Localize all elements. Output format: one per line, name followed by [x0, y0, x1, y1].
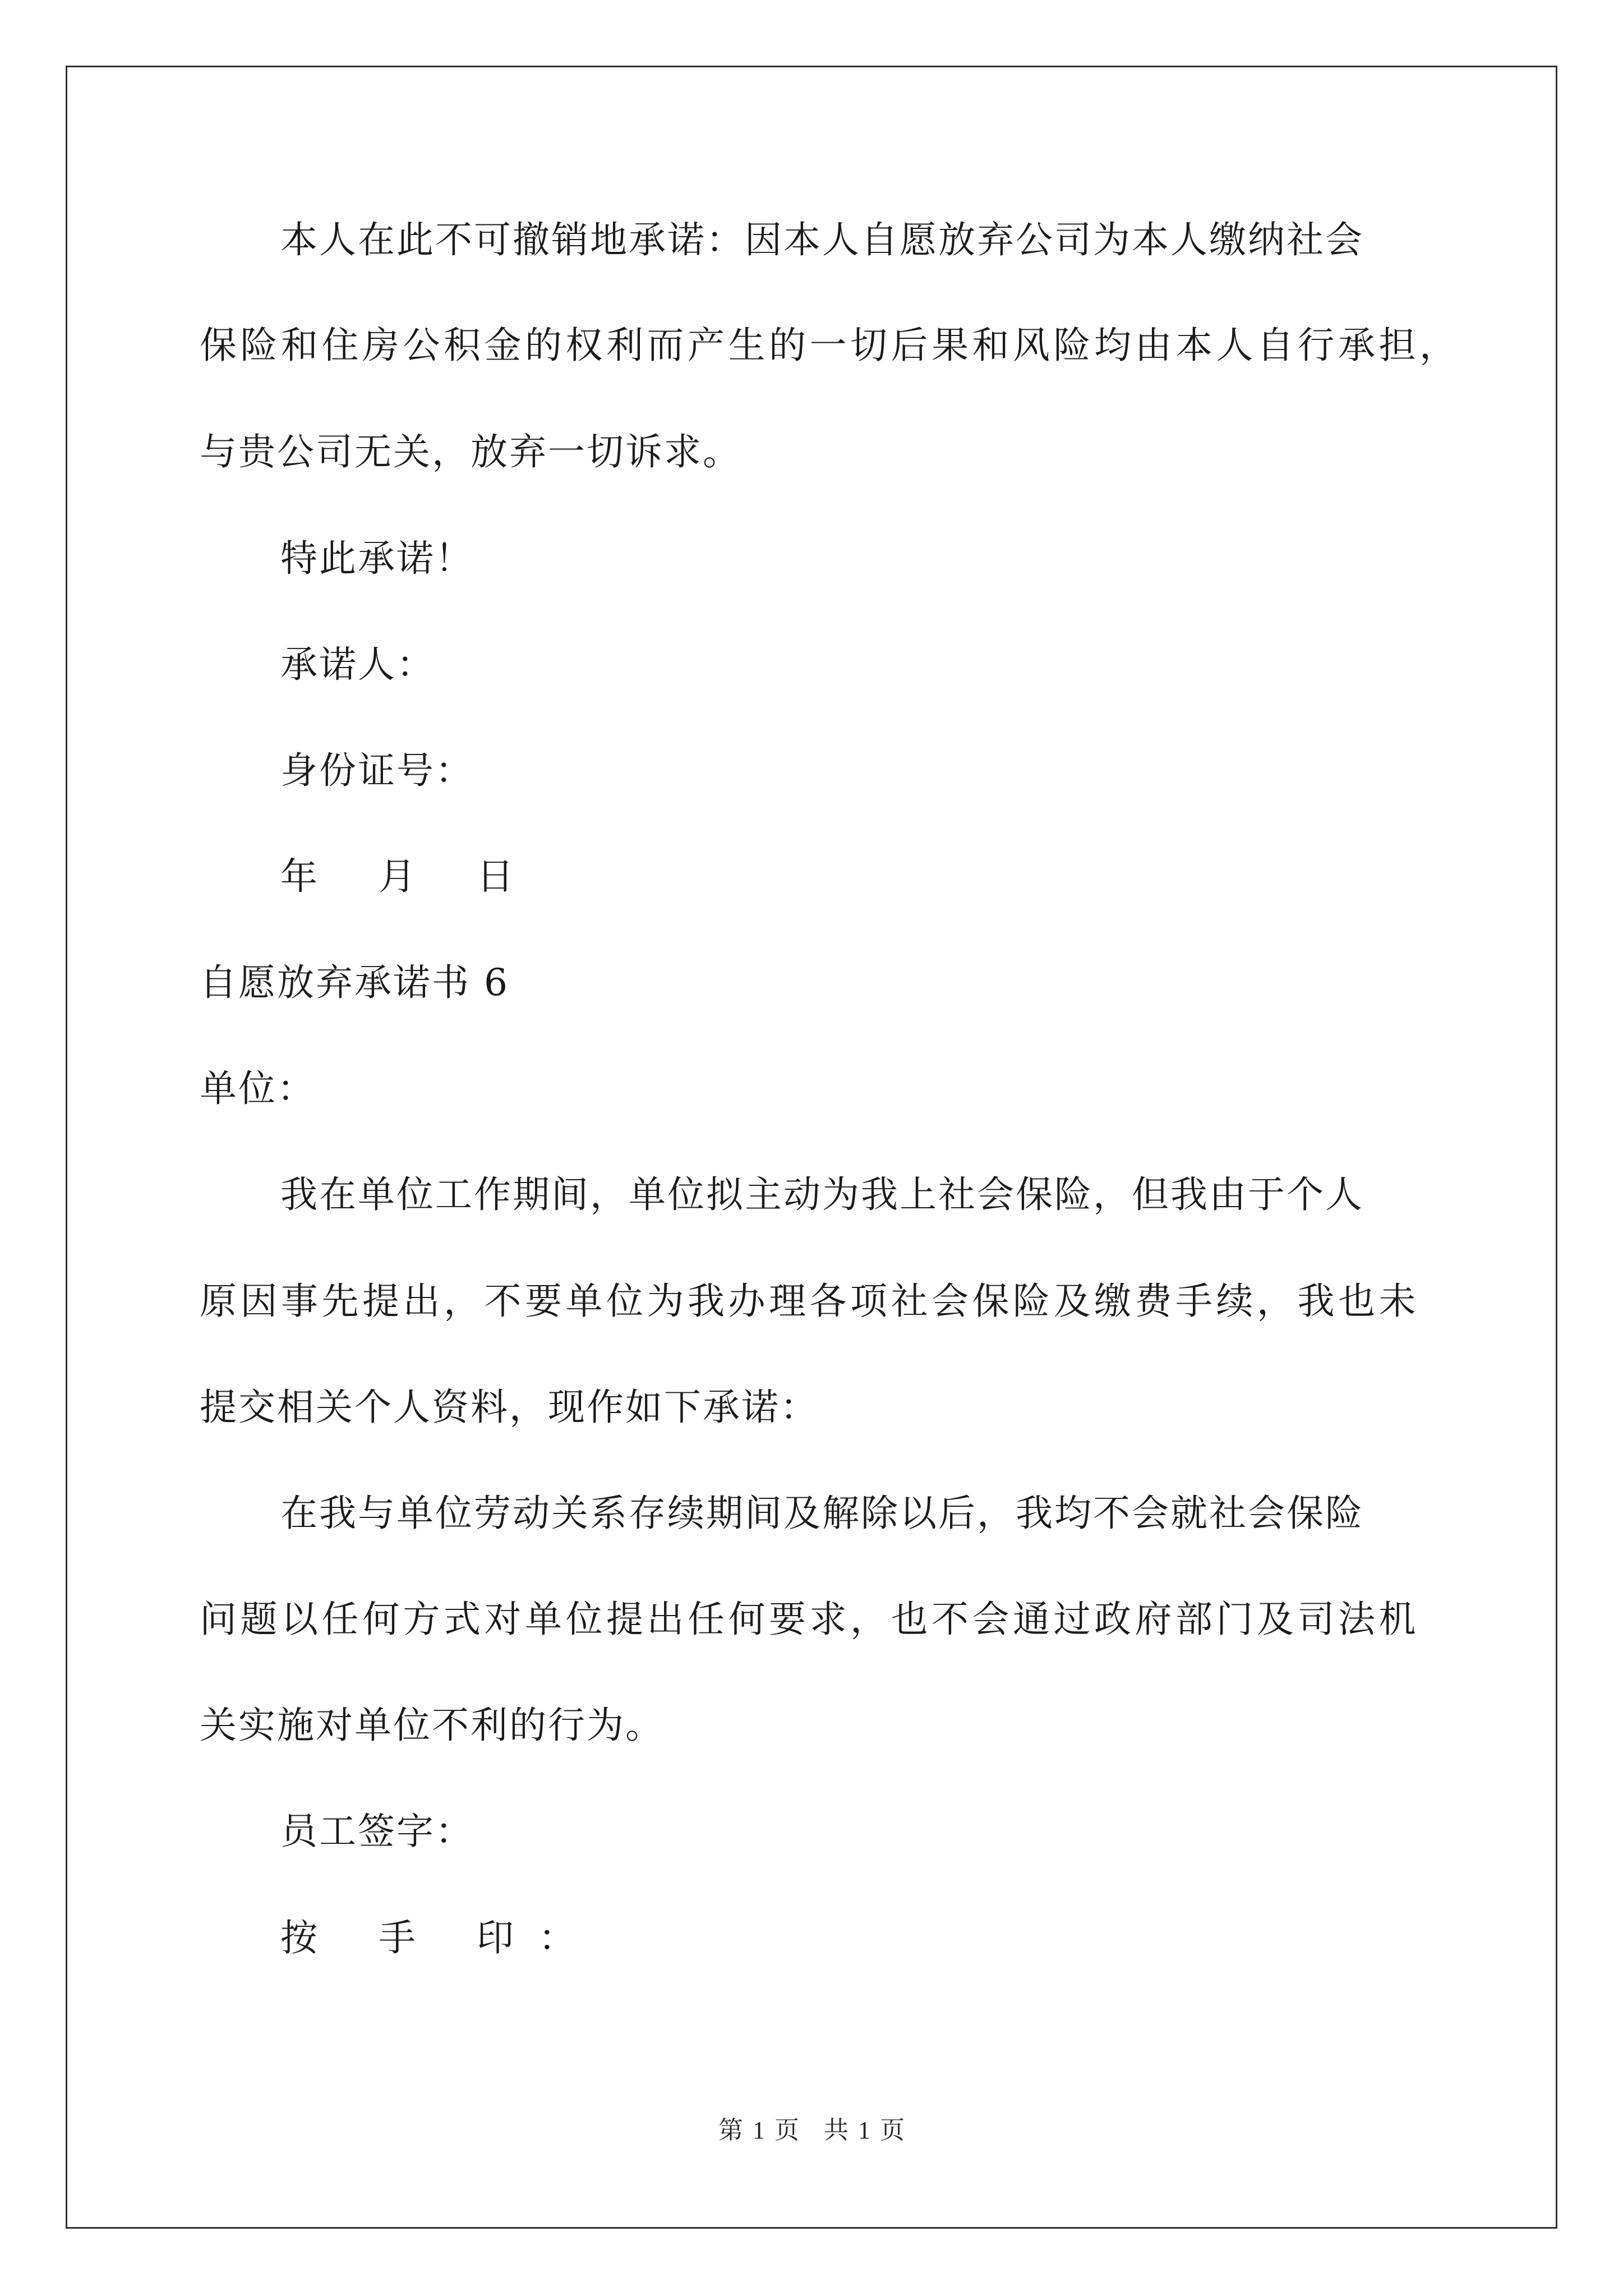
paragraph-2-line-2: 原因事先提出，不要单位为我办理各项社会保险及缴费手续，我也未 — [200, 1280, 1419, 1323]
declaration-statement: 特此承诺！ — [280, 537, 474, 580]
date-line: 年 月 日 — [280, 855, 538, 898]
fingerprint-label: 按 手 印： — [280, 1916, 600, 1959]
unit-label: 单位： — [200, 1067, 316, 1110]
paragraph-1-line-3: 与贵公司无关，放弃一切诉求。 — [200, 430, 741, 473]
paragraph-3-line-3: 关实施对单位不利的行为。 — [200, 1704, 664, 1747]
section-heading: 自愿放弃承诺书 6 — [200, 961, 509, 1004]
page-border — [66, 66, 1557, 2229]
paragraph-3-line-1: 在我与单位劳动关系存续期间及解除以后，我均不会就社会保险 — [280, 1492, 1364, 1535]
paragraph-1-line-2: 保险和住房公积金的权利而产生的一切后果和风险均由本人自行承担， — [200, 324, 1460, 367]
id-number-label: 身份证号： — [280, 749, 474, 792]
paragraph-2-line-1: 我在单位工作期间，单位拟主动为我上社会保险，但我由于个人 — [280, 1173, 1364, 1216]
paragraph-2-line-3: 提交相关个人资料，现作如下承诺： — [200, 1386, 819, 1429]
employee-signature-label: 员工签字： — [280, 1810, 474, 1853]
page-number: 第 1 页 共 1 页 — [718, 2116, 905, 2144]
paragraph-3-line-2: 问题以任何方式对单位提出任何要求，也不会通过政府部门及司法机 — [200, 1598, 1419, 1641]
paragraph-1-line-1: 本人在此不可撤销地承诺：因本人自愿放弃公司为本人缴纳社会 — [280, 218, 1364, 261]
promisor-label: 承诺人： — [280, 643, 435, 686]
